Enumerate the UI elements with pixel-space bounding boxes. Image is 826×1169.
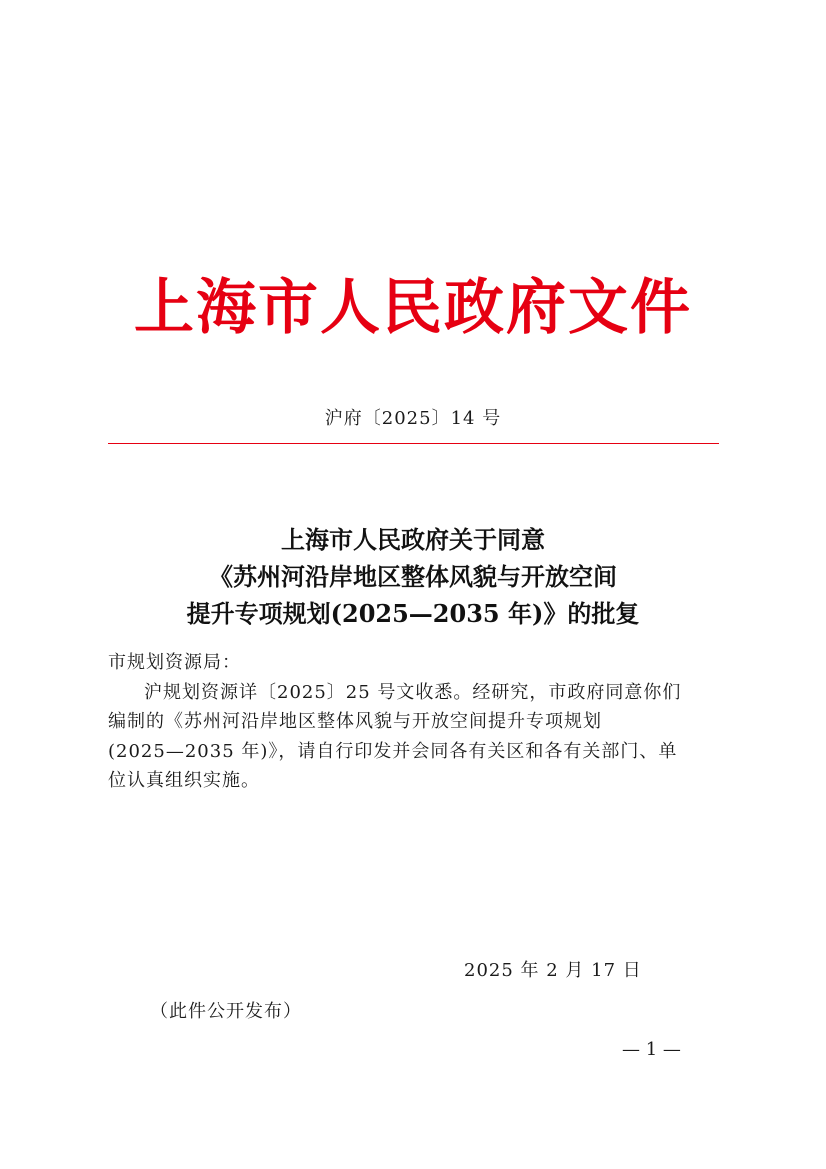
paragraph-line-1: 沪规划资源详〔2025〕25 号文收悉。经研究，市政府同意你们 bbox=[144, 681, 682, 703]
issue-date: 2025 年 2 月 17 日 bbox=[464, 960, 642, 981]
red-separator-line bbox=[108, 443, 719, 444]
title-line-2: 《苏州河沿岸地区整体风貌与开放空间 bbox=[209, 562, 617, 591]
document-number: 沪府〔2025〕14 号 bbox=[324, 408, 502, 429]
paragraph-line-2: 编制的《苏州河沿岸地区整体风貌与开放空间提升专项规划 bbox=[108, 711, 602, 732]
paragraph-line-3: (2025—2035 年)》，请自行印发并会同各有关区和各有关部门、单 bbox=[108, 740, 678, 762]
title-line-1: 上海市人民政府关于同意 bbox=[281, 525, 545, 554]
addressee: 市规划资源局： bbox=[108, 652, 241, 673]
title-line-3: 提升专项规划(2025—2035 年)》的批复 bbox=[186, 599, 640, 628]
paragraph-line-4: 位认真组织实施。 bbox=[108, 770, 260, 791]
publication-note: （此件公开发布） bbox=[150, 1001, 302, 1022]
issuer-header-title: 上海市人民政府文件 bbox=[134, 273, 692, 343]
page-number: — 1 — bbox=[622, 1039, 681, 1060]
document-body bbox=[108, 648, 720, 796]
document-title bbox=[100, 521, 726, 632]
